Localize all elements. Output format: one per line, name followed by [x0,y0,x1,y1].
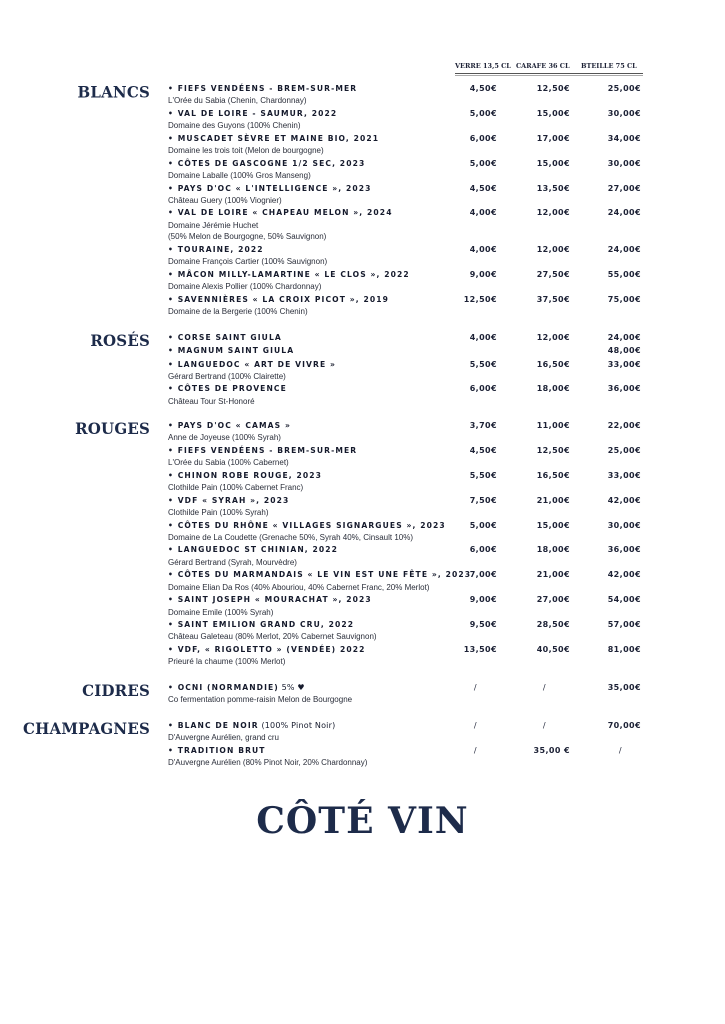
price-bottle: 57,00€ [607,620,641,630]
price-bottle: 75,00€ [607,294,641,304]
wine-name-text: • PAYS D'OC « CAMAS » [168,421,291,430]
brand-title: CÔTÉ VIN [256,800,469,842]
wine-detail: D'Auvergne Aurélien, grand cru [168,733,279,743]
wine-detail: Domaine les trois toit (Melon de bourgogne) [168,146,324,156]
wine-detail: Clothilde Pain (100% Syrah) [168,507,269,517]
wine-name-text: • SAVENNIÈRES « LA CROIX PICOT », 2019 [168,294,389,304]
wine-item [168,359,648,383]
item-list [168,83,648,319]
wine-item [168,244,648,268]
price-carafe: 35,00 € [533,745,570,755]
wine-name [168,294,648,306]
wine-item [168,644,648,668]
wine-name-text: • CÔTES DE PROVENCE [168,384,287,394]
wine-name-text: • CÔTES DU MARMANDAIS « LE VIN EST UNE FÊTE », 2023 [168,570,472,580]
price-carafe: 12,00€ [536,208,570,218]
wine-item [168,108,648,132]
section-title: ROUGES [75,419,150,439]
price-glass: 13,50€ [463,645,497,655]
price-glass: 6,00€ [469,133,497,143]
wine-item [168,158,648,182]
price-bottle: 30,00€ [607,158,641,168]
price-glass: 5,00€ [469,158,497,168]
wine-detail: Domaine Elian Da Ros (40% Abouriou, 40% Cabernet Franc, 20% Merlot) [168,582,430,592]
price-carafe: 15,00€ [536,520,570,530]
price-bottle: 48,00€ [607,346,641,356]
wine-item [168,207,648,242]
price-glass: 5,50€ [469,470,497,480]
price-bottle: 24,00€ [607,244,641,254]
price-glass: 9,00€ [469,269,497,279]
column-header-glass: VERRE 13,5 CL [455,62,511,70]
price-bottle: 27,00€ [607,183,641,193]
wine-name [168,83,648,95]
price-carafe: 40,50€ [536,645,570,655]
wine-name [168,269,648,281]
price-bottle: 36,00€ [607,545,641,555]
wine-item [168,332,648,344]
price-carafe: 18,00€ [536,545,570,555]
wine-name [168,133,648,145]
wine-detail: Domaine Emile (100% Syrah) [168,607,274,617]
price-glass: 4,50€ [469,445,497,455]
wine-name [168,544,648,556]
wine-name [168,359,648,371]
item-list [168,682,648,707]
wine-name-text: • CÔTES DU RHÔNE « VILLAGES SIGNARGUES », 2023 [168,520,446,530]
wine-name [168,720,648,732]
price-carafe: / [542,721,546,730]
price-carafe: 28,50€ [536,620,570,630]
wine-detail: Gérard Bertrand (Syrah, Mourvèdre) [168,557,297,567]
wine-name-text: • OCNI (NORMANDIE) [168,683,279,692]
price-glass: 7,50€ [469,495,497,505]
price-bottle: 55,00€ [607,269,641,279]
wine-name-text: • BLANC DE NOIR [168,721,259,730]
wine-item [168,133,648,157]
wine-name-text: • FIEFS VENDÉENS - BREM-SUR-MER [168,445,358,455]
wine-item [168,445,648,469]
price-bottle: 30,00€ [607,520,641,530]
price-bottle: 24,00€ [607,333,641,342]
wine-name-text: • FIEFS VENDÉENS - BREM-SUR-MER [168,84,358,93]
price-glass: 4,50€ [469,84,497,93]
wine-name-text: • TOURAINE, 2022 [168,244,264,254]
price-bottle: 36,00€ [607,384,641,394]
wine-name [168,682,648,694]
wine-name-text: • CÔTES DE GASCOGNE 1/2 SEC, 2023 [168,158,366,168]
price-glass: / [473,683,477,692]
wine-item [168,569,648,593]
price-glass: 4,50€ [469,183,497,193]
wine-name-text: • VDF « SYRAH », 2023 [168,495,290,505]
wine-name [168,445,648,457]
price-carafe: 37,50€ [536,294,570,304]
wine-item [168,183,648,207]
wine-detail: Domaine des Guyons (100% Chenin) [168,121,301,131]
price-bottle: 33,00€ [607,359,641,369]
wine-name-text: • MAGNUM SAINT GIULA [168,346,295,356]
price-glass: 12,50€ [463,294,497,304]
wine-name-text: • LANGUEDOC ST CHINIAN, 2022 [168,545,339,555]
item-list [168,720,648,770]
wine-name-text: • VAL DE LOIRE - SAUMUR, 2022 [168,108,338,118]
price-carafe: 27,50€ [536,269,570,279]
section-title: CHAMPAGNES [23,719,150,739]
price-carafe: 21,00€ [536,495,570,505]
price-bottle: 25,00€ [607,445,641,455]
wine-name-text: • MUSCADET SÈVRE ET MAINE BIO, 2021 [168,133,380,143]
price-glass: 6,00€ [469,545,497,555]
wine-item [168,520,648,544]
price-bottle: 30,00€ [607,108,641,118]
section-title: CIDRES [82,681,150,701]
wine-detail: Domaine Laballe (100% Gros Manseng) [168,170,311,180]
wine-item [168,495,648,519]
wine-name [168,345,648,357]
wine-item [168,594,648,618]
wine-detail: (50% Melon de Bourgogne, 50% Sauvignon) [168,232,327,242]
wine-detail: Domaine de la Bergerie (100% Chenin) [168,307,308,317]
wine-name-text: • CORSE SAINT GIULA [168,333,282,342]
wine-name [168,183,648,195]
price-carafe: 21,00€ [536,570,570,580]
price-bottle: 42,00€ [607,570,641,580]
wine-detail: D'Auvergne Aurélien (80% Pinot Noir, 20% Chardonnay) [168,758,368,768]
wine-item [168,745,648,769]
wine-detail: Château Galeteau (80% Merlot, 20% Cabernet Sauvignon) [168,632,377,642]
wine-item [168,269,648,293]
price-glass: 5,00€ [469,520,497,530]
price-glass: 6,00€ [469,384,497,394]
wine-detail: L'Orée du Sabia (Chenin, Chardonnay) [168,96,307,106]
wine-name [168,420,648,432]
wine-name-text: • LANGUEDOC « ART DE VIVRE » [168,359,336,369]
price-carafe: 18,00€ [536,384,570,394]
wine-name-text: • PAYS D'OC « L'INTELLIGENCE », 2023 [168,183,372,193]
wine-detail: Anne de Joyeuse (100% Syrah) [168,433,281,443]
wine-item [168,544,648,568]
wine-detail: Domaine François Cartier (100% Sauvignon) [168,257,328,267]
price-glass: / [473,721,477,730]
price-carafe: 16,50€ [536,359,570,369]
price-glass: 5,00€ [469,108,497,118]
wine-name-text: • VDF, « RIGOLETTO » (VENDÉE) 2022 [168,645,366,655]
item-list [168,420,648,669]
wine-item [168,470,648,494]
wine-detail: Clothilde Pain (100% Cabernet Franc) [168,483,304,493]
wine-detail: Domaine Alexis Pollier (100% Chardonnay) [168,282,322,292]
price-glass: 4,00€ [469,244,497,254]
price-carafe: 27,00€ [536,595,570,605]
price-bottle: / [618,745,622,755]
wine-item [168,294,648,318]
wine-detail: Domaine de La Coudette (Grenache 50%, Syrah 40%, Cinsault 10%) [168,532,414,542]
price-glass: / [473,745,477,755]
section-title: ROSÉS [90,331,150,351]
price-carafe: / [542,683,546,692]
price-glass: 4,00€ [469,208,497,218]
column-header-bottle: BTEILLE 75 CL [581,62,637,70]
wine-detail: Co fermentation pomme-raisin Melon de Bourgogne [168,695,353,705]
price-bottle: 54,00€ [607,595,641,605]
price-bottle: 34,00€ [607,133,641,143]
price-bottle: 81,00€ [607,645,641,655]
wine-detail: Château Guery (100% Viognier) [168,195,282,205]
price-bottle: 24,00€ [607,208,641,218]
wine-name [168,470,648,482]
price-carafe: 13,50€ [536,183,570,193]
wine-name [168,569,648,581]
wine-detail: Gérard Bertrand (100% Clairette) [168,371,286,381]
price-carafe: 17,00€ [536,133,570,143]
wine-name-text: • SAINT JOSEPH « MOURACHAT », 2023 [168,595,372,605]
wine-name [168,207,648,219]
price-glass: 5,50€ [469,359,497,369]
wine-name-text: • CHINON ROBE ROUGE, 2023 [168,470,323,480]
price-bottle: 22,00€ [607,421,641,430]
wine-item [168,420,648,444]
wine-item [168,720,648,744]
wine-name-text: • VAL DE LOIRE « CHAPEAU MELON », 2024 [168,208,393,218]
price-carafe: 15,00€ [536,108,570,118]
price-glass: 7,00€ [469,570,497,580]
price-carafe: 12,00€ [536,244,570,254]
price-glass: 9,00€ [469,595,497,605]
price-carafe: 11,00€ [536,421,570,430]
price-glass: 3,70€ [469,421,497,430]
wine-name [168,383,648,395]
section-title: BLANCS [77,82,150,102]
wine-detail: Château Tour St-Honoré [168,396,255,406]
wine-item [168,619,648,643]
price-carafe: 16,50€ [536,470,570,480]
price-carafe: 12,00€ [536,333,570,342]
wine-item [168,83,648,107]
wine-name [168,332,648,344]
wine-detail: L'Orée du Sabia (100% Cabernet) [168,458,289,468]
price-glass: 4,00€ [469,333,497,342]
wine-item [168,682,648,706]
wine-item [168,383,648,407]
wine-name [168,520,648,532]
price-bottle: 33,00€ [607,470,641,480]
wine-detail: Domaine Jérémie Huchet [168,220,259,230]
price-glass: 9,50€ [469,620,497,630]
wine-name [168,644,648,656]
wine-detail: Prieuré la chaume (100% Merlot) [168,657,286,667]
price-bottle: 42,00€ [607,495,641,505]
wine-name [168,108,648,120]
header-divider [455,73,643,76]
wine-name [168,244,648,256]
price-bottle: 35,00€ [607,683,641,692]
wine-name-extra: (100% Pinot Noir) [258,721,336,730]
price-bottle: 70,00€ [607,721,641,730]
wine-name-text: • TRADITION BRUT [168,745,266,755]
price-carafe: 12,50€ [536,445,570,455]
wine-name [168,619,648,631]
column-header-carafe: CARAFE 36 CL [516,62,570,70]
wine-name-text: • MÂCON MILLY-LAMARTINE « LE CLOS », 2022 [168,269,410,279]
wine-item [168,345,648,357]
price-bottle: 25,00€ [607,84,641,93]
wine-name [168,594,648,606]
price-carafe: 15,00€ [536,158,570,168]
wine-name-text: • SAINT EMILION GRAND CRU, 2022 [168,620,355,630]
wine-name [168,158,648,170]
item-list [168,332,648,408]
wine-name [168,495,648,507]
wine-name-extra: 5% ♥ [278,683,305,692]
price-carafe: 12,50€ [536,84,570,93]
